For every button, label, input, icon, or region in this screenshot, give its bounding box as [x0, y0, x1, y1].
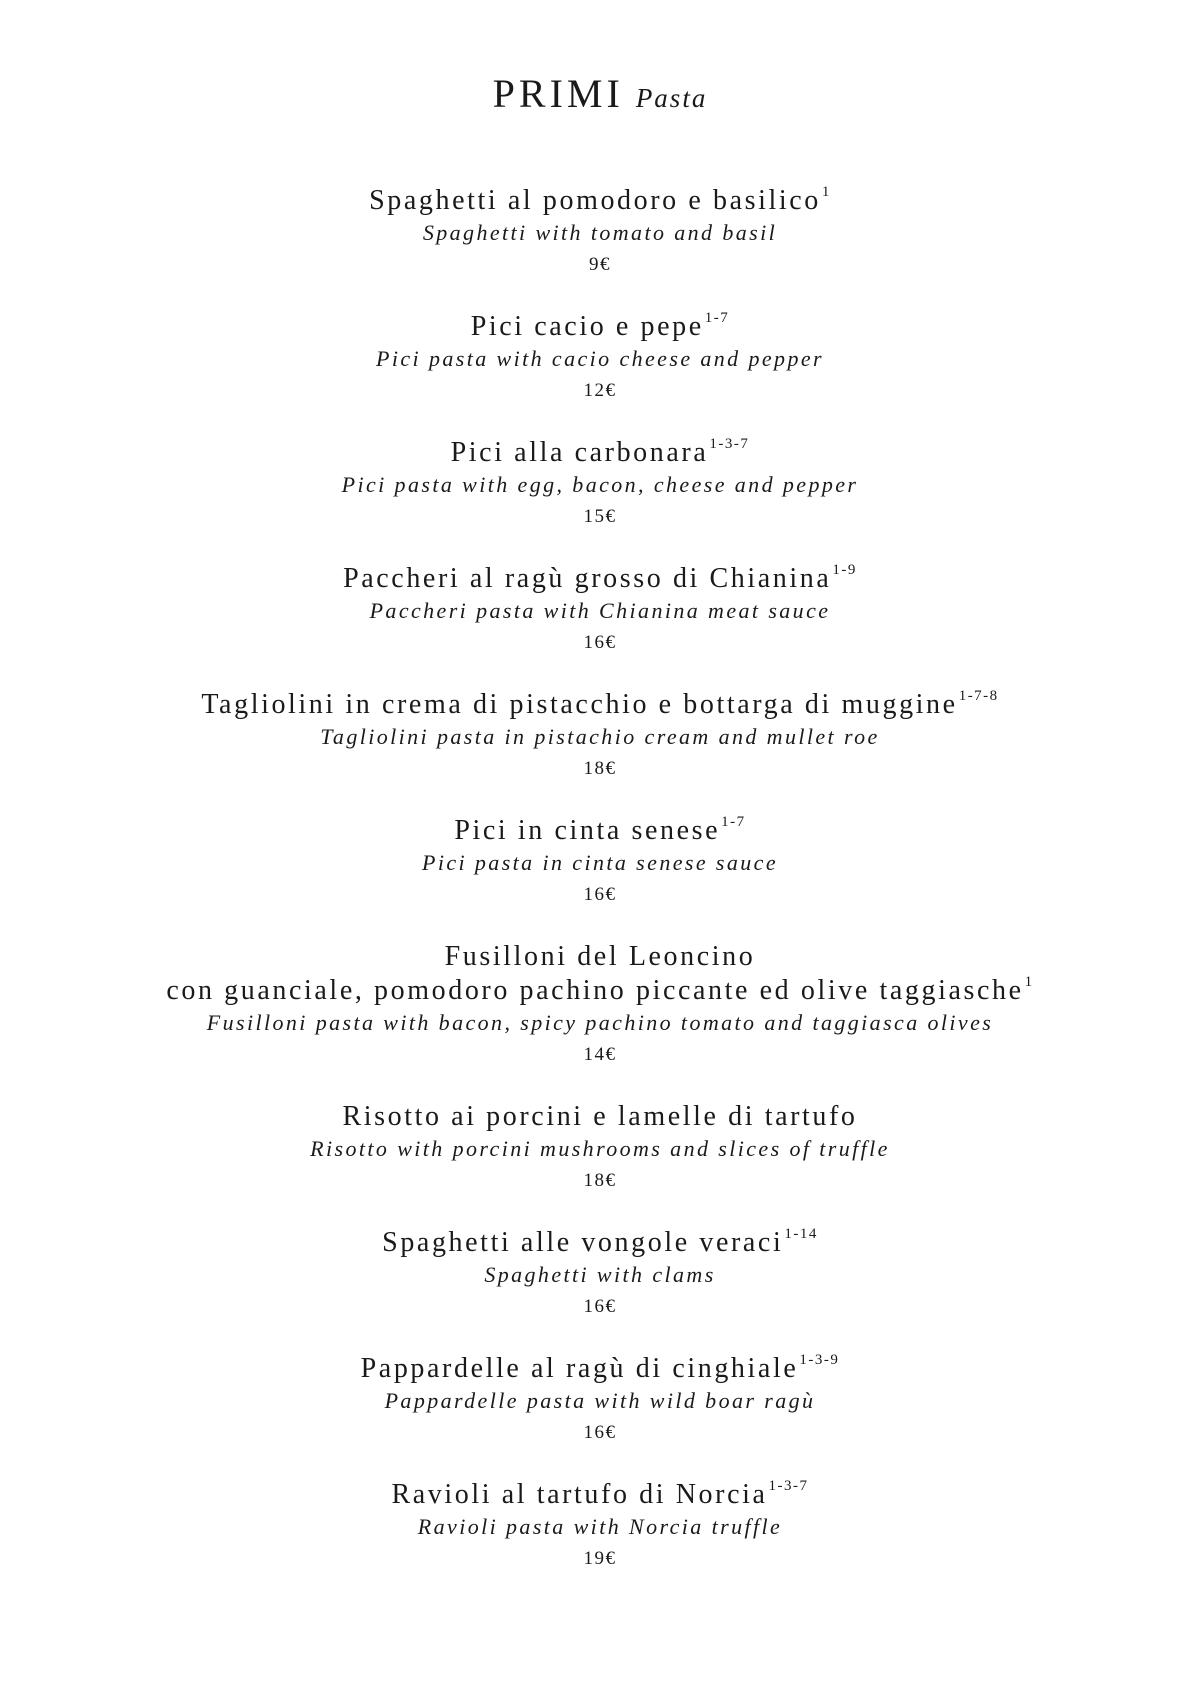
dish-description: Risotto with porcini mushrooms and slices of truffle — [310, 1136, 890, 1161]
menu-item — [0, 562, 1200, 660]
dish-price: 12€ — [583, 380, 617, 401]
menu-item — [0, 1226, 1200, 1324]
dish-name — [0, 1352, 1200, 1386]
dish-description: Pici pasta in cinta senese sauce — [421, 850, 778, 875]
dish-price: 14€ — [583, 1044, 617, 1065]
dish-name — [0, 974, 1200, 1008]
dish-description: Ravioli pasta with Norcia truffle — [417, 1514, 783, 1539]
dish-name-text: Pici alla carbonara — [450, 437, 709, 468]
dish-price: 16€ — [583, 1422, 617, 1443]
dish-name — [0, 184, 1200, 218]
dish-price: 16€ — [583, 1296, 617, 1317]
dish-name-text: Pappardelle al ragù di cinghiale — [360, 1353, 799, 1384]
menu-items-list — [0, 184, 1200, 1604]
allergen-codes: 1-3-7 — [709, 436, 750, 452]
dish-name-text: Tagliolini in crema di pistacchio e bottarga di muggine — [201, 689, 958, 720]
dish-name — [0, 688, 1200, 722]
dish-name — [0, 1226, 1200, 1260]
dish-price: 16€ — [583, 632, 617, 653]
allergen-codes: 1 — [1024, 974, 1034, 990]
dish-name — [0, 1100, 1200, 1134]
dish-name-text: Paccheri al ragù grosso di Chianina — [343, 563, 832, 594]
dish-price: 15€ — [583, 506, 617, 527]
dish-price: 18€ — [583, 758, 617, 779]
dish-description: Tagliolini pasta in pistachio cream and mullet roe — [320, 724, 880, 749]
allergen-codes: 1-9 — [832, 562, 857, 578]
dish-price: 9€ — [589, 254, 611, 275]
section-title: PRIMI — [492, 71, 624, 116]
dish-name — [0, 940, 1200, 974]
allergen-codes: 1-7 — [721, 814, 746, 830]
dish-name — [0, 562, 1200, 596]
dish-name-text: Spaghetti al pomodoro e basilico — [369, 185, 821, 216]
dish-name-text: Fusilloni del Leoncino — [444, 941, 756, 972]
allergen-codes: 1 — [821, 184, 831, 200]
menu-item — [0, 1478, 1200, 1576]
menu-item — [0, 814, 1200, 912]
menu-item — [0, 310, 1200, 408]
allergen-codes: 1-7-8 — [958, 688, 999, 704]
dish-description: Spaghetti with tomato and basil — [422, 220, 778, 245]
dish-description: Spaghetti with clams — [484, 1262, 716, 1287]
menu-item — [0, 1100, 1200, 1198]
dish-description: Pici pasta with egg, bacon, cheese and pepper — [341, 472, 859, 497]
menu-item — [0, 436, 1200, 534]
dish-name — [0, 436, 1200, 470]
dish-name-text: Spaghetti alle vongole veraci — [382, 1227, 784, 1258]
allergen-codes: 1-14 — [784, 1226, 818, 1242]
dish-description: Pappardelle pasta with wild boar ragù — [384, 1388, 816, 1413]
menu-item — [0, 688, 1200, 786]
dish-name-text: Pici in cinta senese — [454, 815, 721, 846]
allergen-codes: 1-3-7 — [768, 1478, 809, 1494]
dish-name — [0, 1478, 1200, 1512]
dish-name-text: Ravioli al tartufo di Norcia — [391, 1479, 768, 1510]
dish-price: 18€ — [583, 1170, 617, 1191]
allergen-codes: 1-7 — [704, 310, 730, 326]
dish-name — [0, 814, 1200, 848]
dish-name — [0, 310, 1200, 344]
dish-description: Pici pasta with cacio cheese and pepper — [376, 346, 824, 371]
allergen-codes: 1-3-9 — [799, 1352, 840, 1368]
menu-section-header — [0, 71, 1200, 116]
dish-price: 19€ — [583, 1548, 617, 1569]
dish-description: Fusilloni pasta with bacon, spicy pachino tomato and taggiasca olives — [206, 1010, 994, 1035]
dish-name-text: Pici cacio e pepe — [470, 311, 704, 342]
dish-name-text: Risotto ai porcini e lamelle di tartufo — [342, 1101, 858, 1132]
dish-name-text: con guanciale, pomodoro pachino piccante ed olive taggiasche — [166, 975, 1024, 1006]
dish-price: 16€ — [583, 884, 617, 905]
section-subtitle: Pasta — [635, 83, 708, 113]
menu-item — [0, 940, 1200, 1072]
menu-item — [0, 1352, 1200, 1450]
dish-description: Paccheri pasta with Chianina meat sauce — [369, 598, 831, 623]
menu-item — [0, 184, 1200, 282]
